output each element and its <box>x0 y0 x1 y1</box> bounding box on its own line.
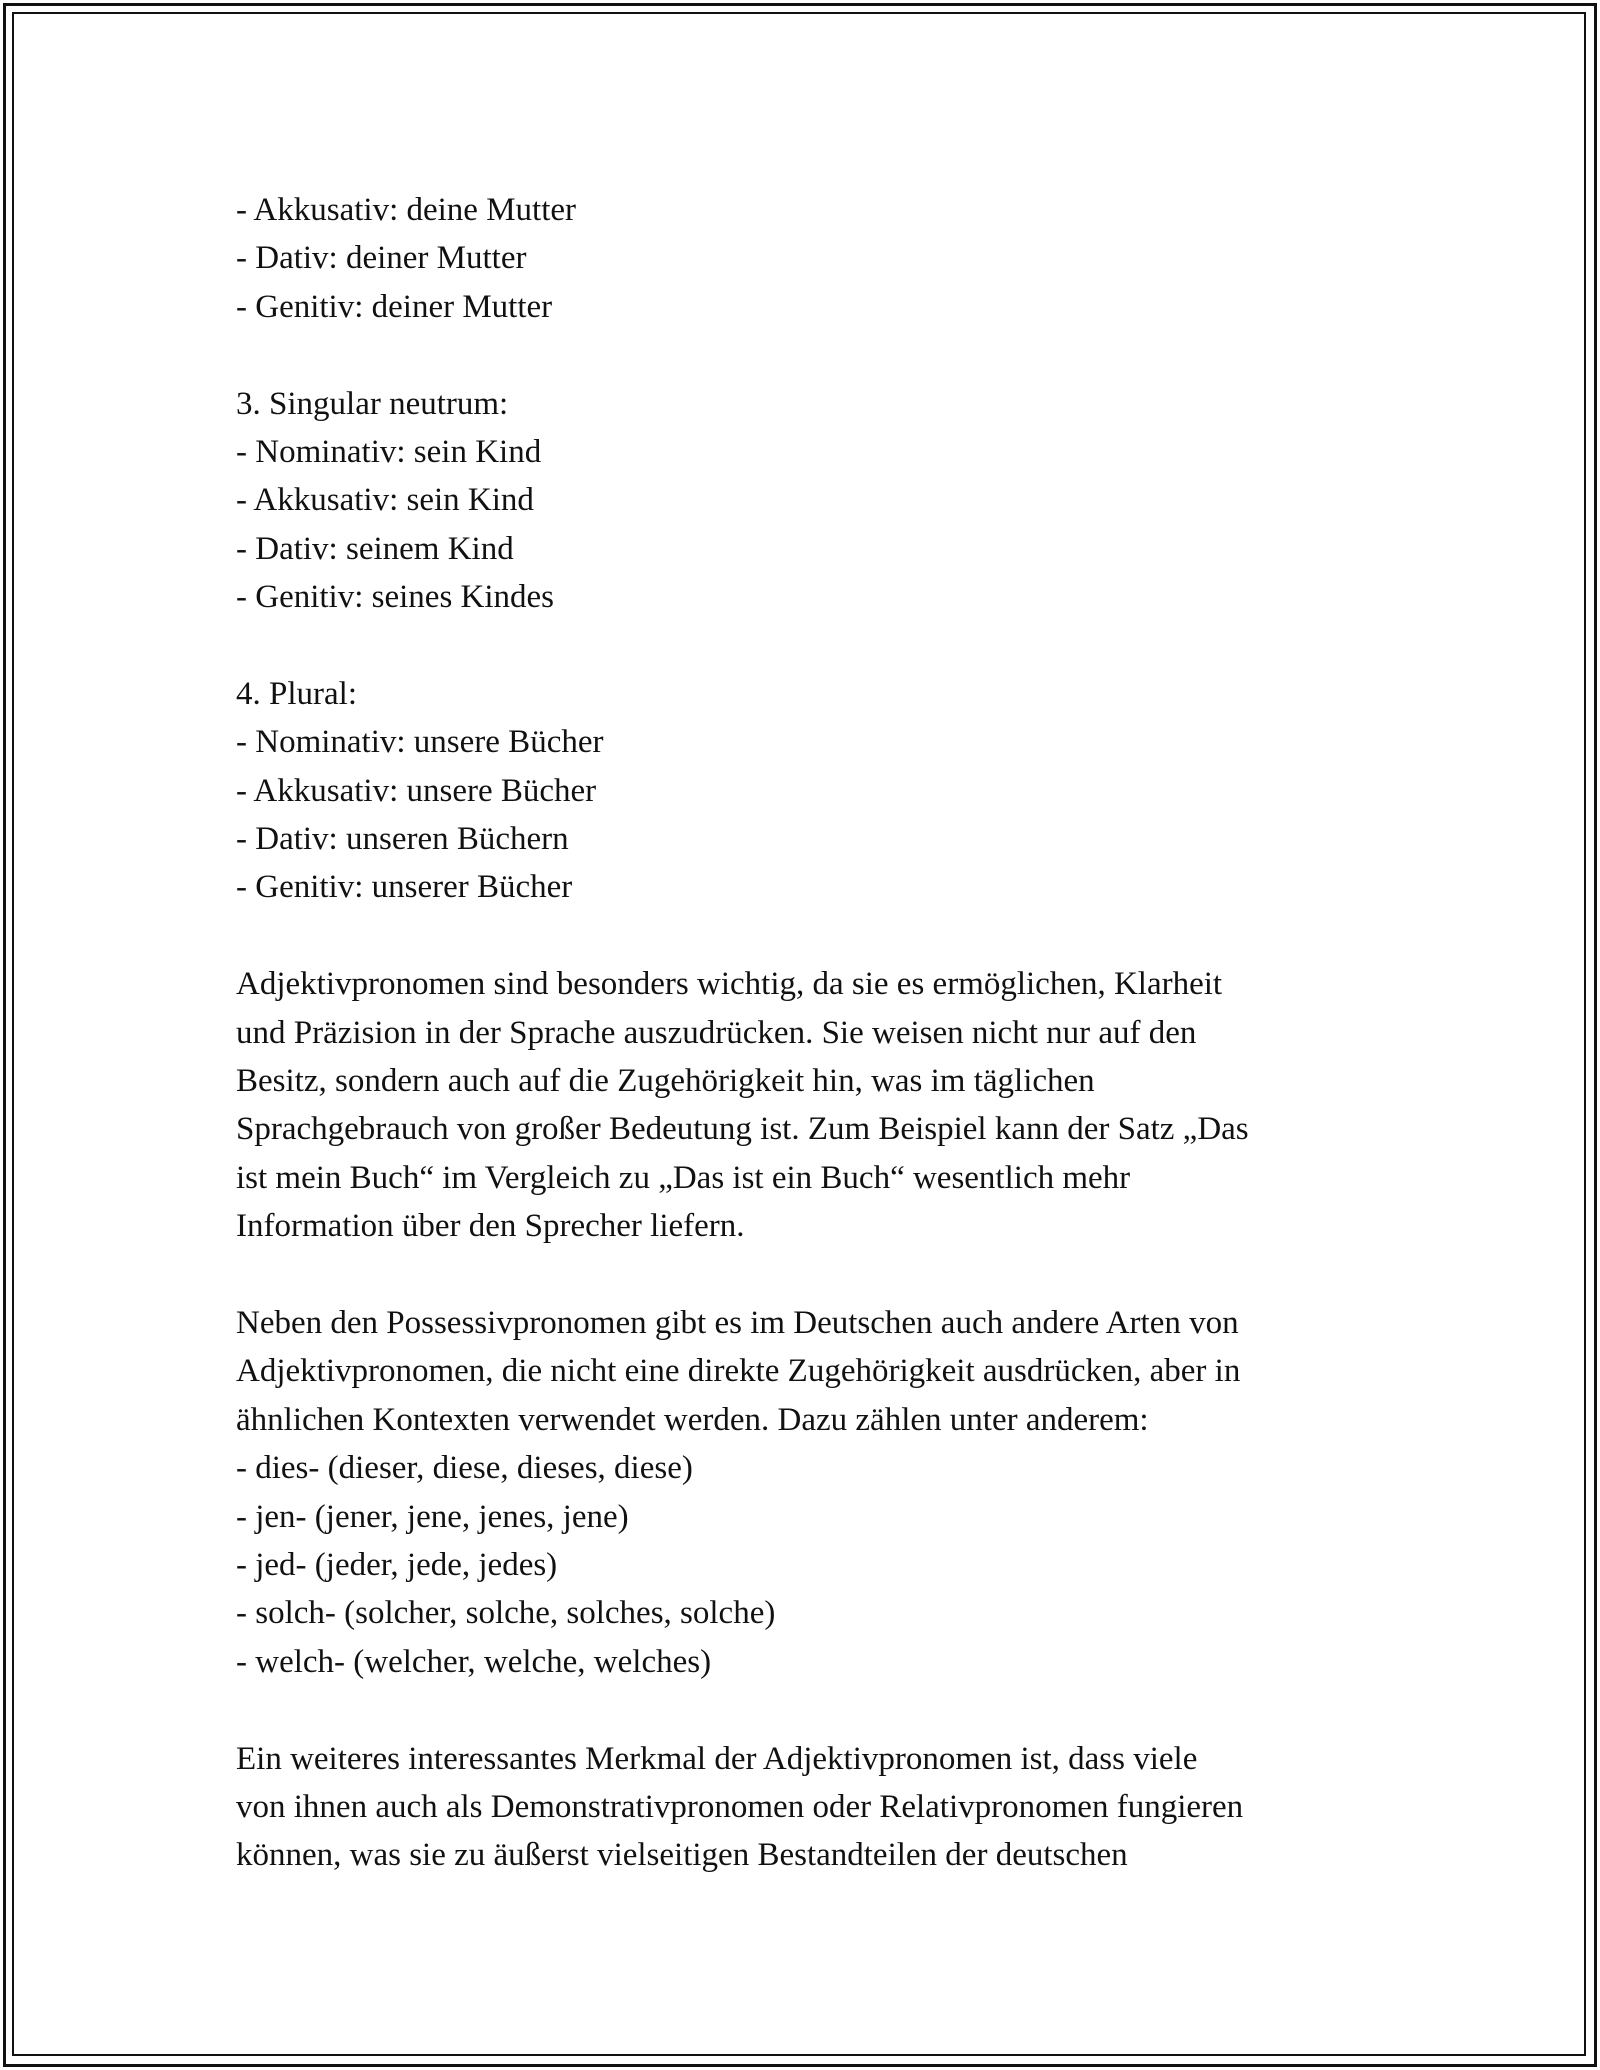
neuter-section <box>236 380 1386 622</box>
text-line: können, was sie zu äußerst vielseitigen Bestandteilen der deutschen <box>236 1837 1128 1874</box>
feminine-case-list <box>236 186 1386 331</box>
list-item: - Genitiv: deiner Mutter <box>236 288 553 325</box>
document-body <box>236 186 1386 1880</box>
text-line: Adjektivpronomen, die nicht eine direkte Zugehörigkeit ausdrücken, aber in <box>236 1353 1241 1390</box>
paragraph-gap <box>236 331 1386 379</box>
list-item: - Akkusativ: deine Mutter <box>236 192 577 228</box>
text-line: und Präzision in der Sprache auszudrücken. Sie weisen nicht nur auf den <box>236 1014 1197 1051</box>
paragraph-gap <box>236 622 1386 670</box>
text-line: Sprachgebrauch von großer Bedeutung ist. Zum Beispiel kann der Satz „Das <box>236 1111 1249 1148</box>
paragraph-other-types <box>236 1299 1386 1686</box>
list-item: - Nominativ: unsere Bücher <box>236 724 604 761</box>
list-item: - Genitiv: unserer Bücher <box>236 869 573 906</box>
list-item: - Nominativ: sein Kind <box>236 433 542 470</box>
paragraph-importance <box>236 960 1386 1250</box>
list-item: - Genitiv: seines Kindes <box>236 579 555 616</box>
paragraph-gap <box>236 1251 1386 1299</box>
list-item: - Akkusativ: sein Kind <box>236 482 534 519</box>
list-item: - Dativ: seinem Kind <box>236 530 514 567</box>
list-item: - Dativ: unseren Büchern <box>236 821 569 858</box>
text-line: Ein weiteres interessantes Merkmal der Adjektivpronomen ist, dass viele <box>236 1740 1198 1777</box>
paragraph-gap <box>236 912 1386 960</box>
list-item: - jed- (jeder, jede, jedes) <box>236 1546 558 1583</box>
text-line: Information über den Sprecher liefern. <box>236 1208 745 1245</box>
text-line: Neben den Possessivpronomen gibt es im Deutschen auch andere Arten von <box>236 1304 1239 1341</box>
list-item: - jen- (jener, jene, jenes, jene) <box>236 1498 629 1535</box>
paragraph-versatility <box>236 1735 1386 1880</box>
text-line: Besitz, sondern auch auf die Zugehörigkeit hin, was im täglichen <box>236 1063 1095 1100</box>
text-line: Adjektivpronomen sind besonders wichtig, da sie es ermöglichen, Klarheit <box>236 966 1223 1003</box>
plural-section <box>236 670 1386 912</box>
list-item: - dies- (dieser, diese, dieses, diese) <box>236 1450 693 1487</box>
text-line: von ihnen auch als Demonstrativpronomen oder Relativpronomen fungieren <box>236 1788 1244 1825</box>
list-item: - Dativ: deiner Mutter <box>236 240 527 277</box>
text-line: ähnlichen Kontexten verwendet werden. Dazu zählen unter anderem: <box>236 1401 1149 1438</box>
list-item: - solch- (solcher, solche, solches, solche) <box>236 1595 776 1632</box>
paragraph-gap <box>236 1686 1386 1734</box>
section-heading: 3. Singular neutrum: <box>236 385 509 422</box>
list-item: - Akkusativ: unsere Bücher <box>236 772 597 809</box>
text-line: ist mein Buch“ im Vergleich zu „Das ist ein Buch“ wesentlich mehr <box>236 1159 1131 1196</box>
section-heading: 4. Plural: <box>236 675 357 712</box>
list-item: - welch- (welcher, welche, welches) <box>236 1643 712 1680</box>
